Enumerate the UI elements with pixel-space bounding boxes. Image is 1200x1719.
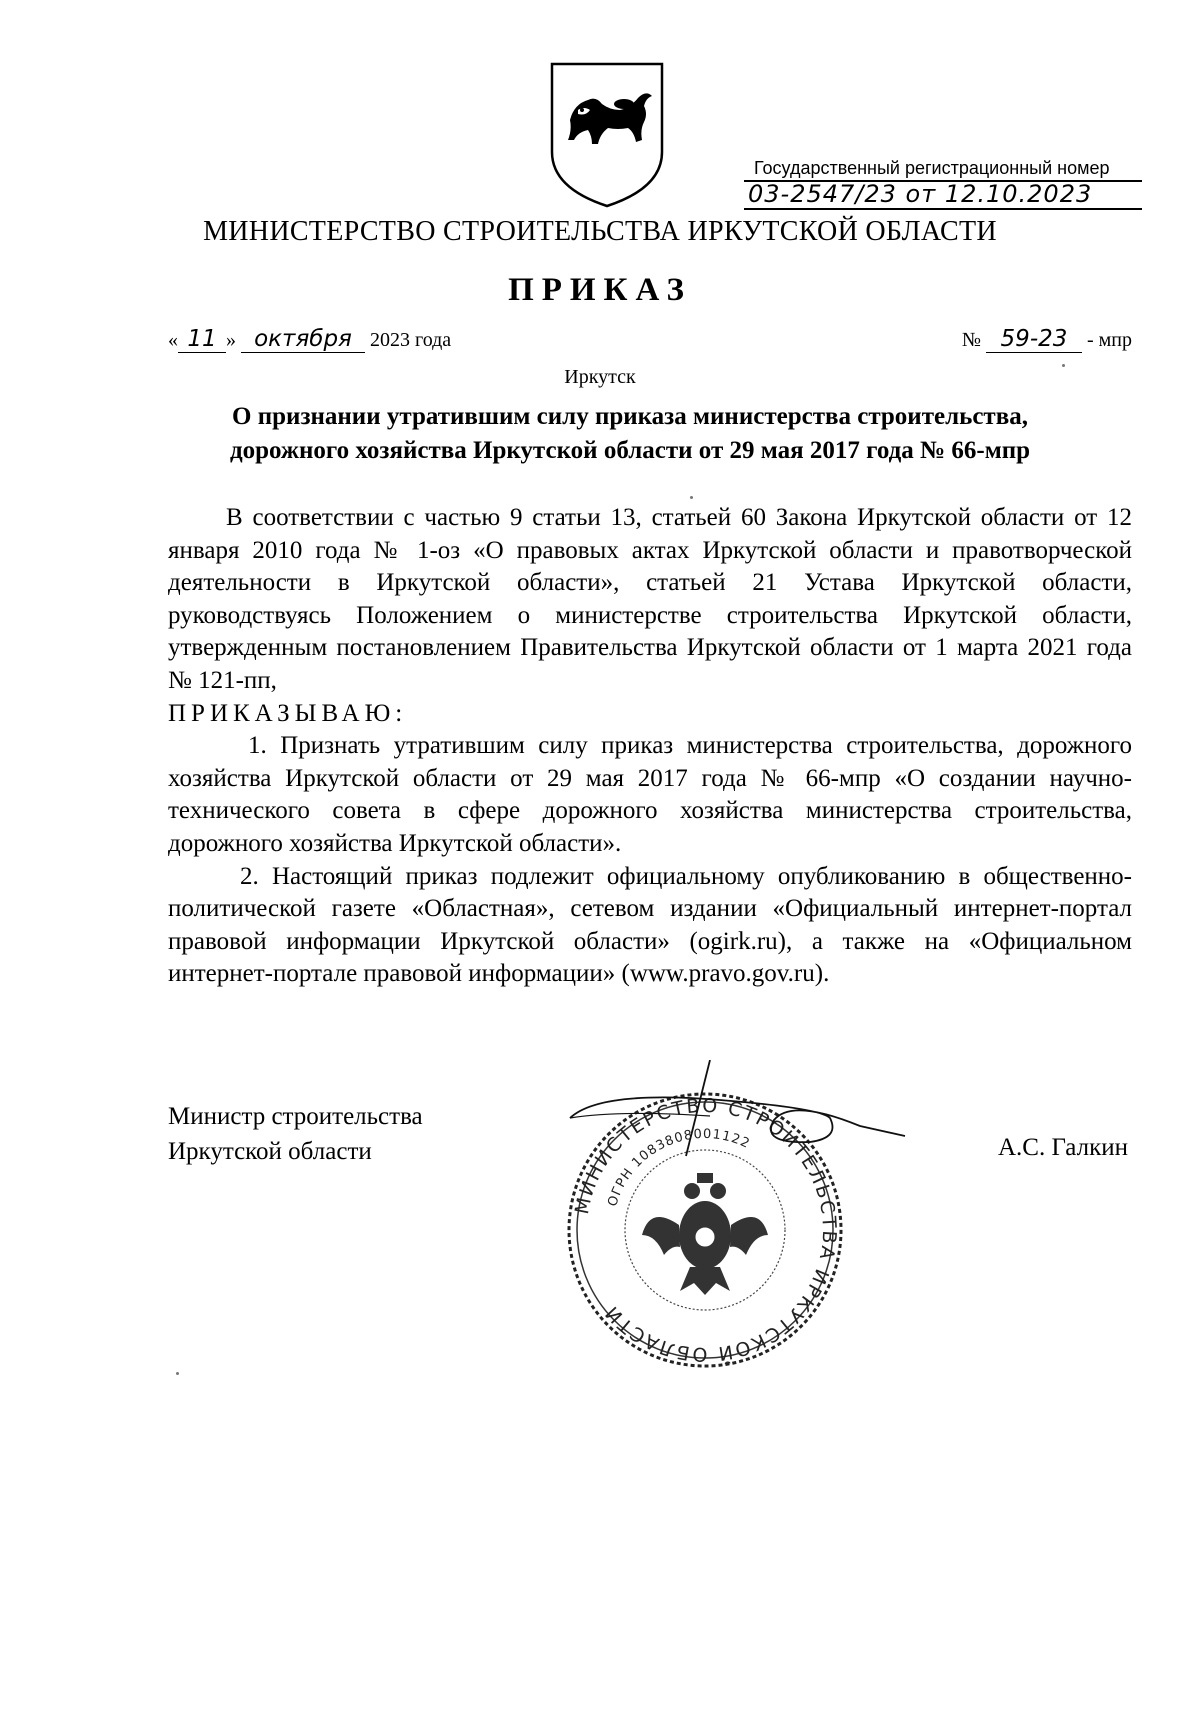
registration-block (744, 158, 1142, 210)
position-line-2: Иркутской области (168, 1138, 372, 1165)
order-subject (150, 400, 1110, 468)
coat-of-arms-icon (548, 60, 666, 210)
order-word: ПРИКАЗЫВАЮ: (168, 699, 408, 727)
city: Иркутск (564, 366, 636, 388)
position-line-1: Министр строительства (168, 1103, 423, 1130)
date-year: 2023 года (370, 329, 452, 351)
order-item-2: 2. Настоящий приказ подлежит официальному опубликованию в общественно-политической газете «Областная», сетевом издании «Официальный интернет-портал правовой информации Иркутской области» (ogirk.ru), а также на «Официальном интернет-портале правовой информации» (www.pravo.gov.ru). (168, 862, 1132, 988)
order-item-1: 1. Признать утратившим силу приказ министерства строительства, дорожного хозяйства Иркутской области от 29 мая 2017 года № 66-мпр «О создании научно-технического совета в сфере дорожного хозяйства министерства строительства, дорожного хозяйства Иркутской области». (168, 732, 1132, 857)
date-open-quote: « (168, 329, 178, 351)
order-number (962, 326, 1132, 353)
seal-inner-text: ОГРН 1083808001122 (605, 1126, 753, 1209)
date-month: октября (241, 326, 365, 353)
registration-label: Государственный регистрационный номер (744, 158, 1142, 182)
number-value: 59-23 (986, 326, 1082, 353)
subject-line-2: дорожного хозяйства Иркутской области от 29 мая 2017 года № 66-мпр (229, 437, 1031, 464)
scan-speck (1062, 364, 1065, 367)
order-body (168, 502, 1132, 991)
handwritten-signature (560, 1060, 920, 1180)
document-type-title: ПРИКАЗ (508, 272, 692, 308)
signatory-name: А.С. Галкин (997, 1134, 1128, 1161)
seal-outer-text: МИНИСТЕРСТВО СТРОИТЕЛЬСТВА ИРКУТСКОЙ ОБЛАСТИ (570, 1094, 841, 1366)
scan-speck (690, 496, 693, 499)
number-suffix: - мпр (1086, 329, 1132, 351)
preamble-paragraph: В соответствии с частью 9 статьи 13, статьей 60 Закона Иркутской области от 12 января 2010 года № 1-оз «О правовых актах Иркутской области и правотворческой деятельности в Иркутской области», статьей 21 Устава Иркутской области, руководствуясь Положением о министерстве строительства Иркутской области, утвержденным постановлением Правительства Иркутской области от 1 марта 2021 года № 121-пп, (168, 504, 1132, 694)
scan-speck (176, 1372, 179, 1375)
registration-value: 03-2547/23 от 12.10.2023 (744, 182, 1142, 210)
ministry-name: МИНИСТЕРСТВО СТРОИТЕЛЬСТВА ИРКУТСКОЙ ОБЛАСТИ (203, 216, 997, 247)
date-day: 11 (178, 326, 226, 353)
signatory-position (168, 1099, 423, 1169)
order-date (168, 326, 451, 353)
subject-line-1: О признании утратившим силу приказа министерства строительства, (232, 403, 1028, 430)
number-prefix: № (961, 329, 981, 351)
date-close-quote: » (226, 329, 236, 351)
